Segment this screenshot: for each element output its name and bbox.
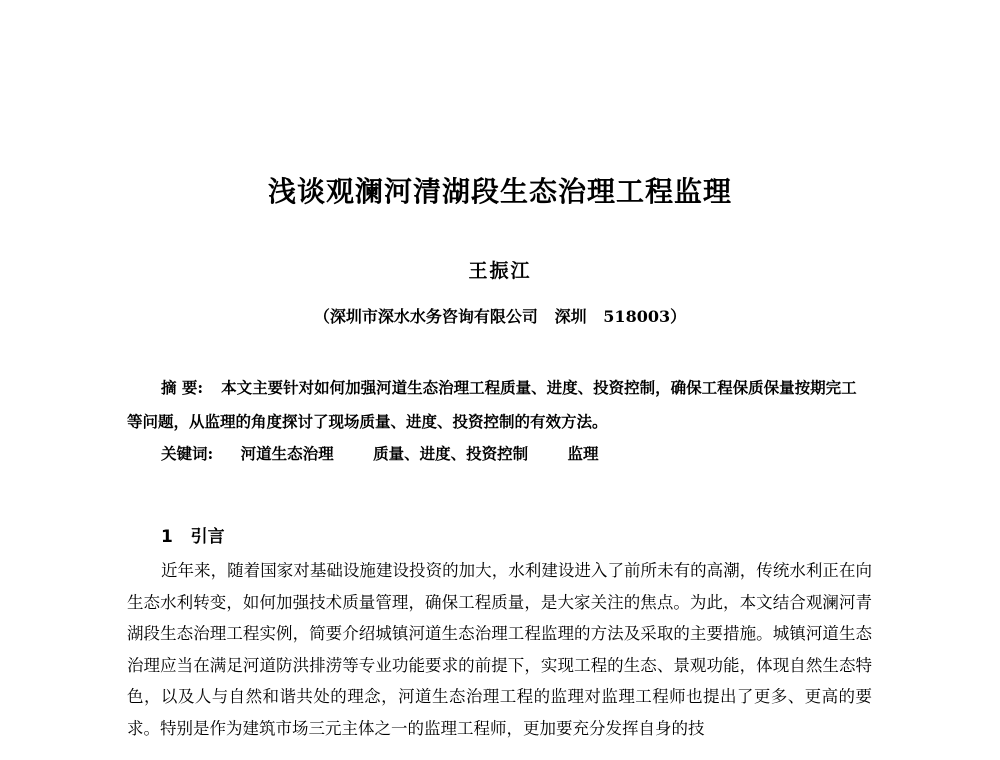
keyword-item: 河道生态治理 (240, 444, 334, 463)
abstract-text: 本文主要针对如何加强河道生态治理工程质量、进度、投资控制，确保工程保质保量按期完工等问题，从监理的角度探讨了现场质量、进度、投资控制的有效方法。 (127, 378, 857, 431)
abstract-label: 摘 要: (161, 378, 204, 397)
keywords (161, 442, 871, 464)
section-heading: 1 引言 (161, 527, 225, 547)
abstract (127, 371, 872, 439)
keyword-item: 质量、进度、投资控制 (373, 444, 529, 463)
section-body-text: 近年来，随着国家对基础设施建设投资的加大，水利建设进入了前所未有的高潮，传统水利正在向生态水利转变，如何加强技术质量管理，确保工程质量，是大家关注的焦点。为此，本文结合观澜河青湖段生态治理工程实例，简要介绍城镇河道生态治理工程监理的方法及采取的主要措施。城镇河道生态治理应当在满足河道防洪排涝等专业功能要求的前提下，实现工程的生态、景观功能，体现自然生态特色，以及人与自然和谐共处的理念，河道生态治理工程的监理对监理工程师也提出了更多、更高的要求。特别是作为建筑市场三元主体之一的监理工程师，更加要充分发挥自身的技 (127, 561, 872, 738)
author-name: 王振江 (468, 260, 532, 282)
keyword-item: 监理 (567, 444, 599, 463)
keywords-label: 关键词: (161, 444, 214, 463)
paper-title: 浅谈观澜河清湖段生态治理工程监理 (267, 175, 732, 208)
author-affiliation: （深圳市深水水务咨询有限公司 深圳 518003） (313, 307, 687, 326)
